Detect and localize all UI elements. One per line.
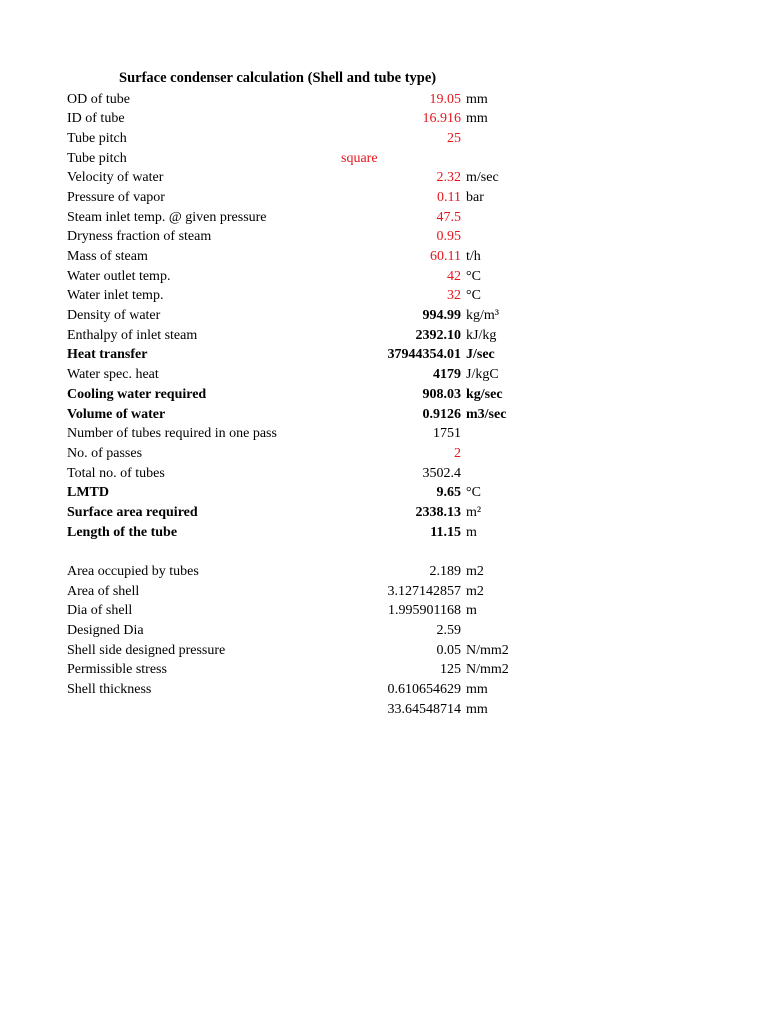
table-row [0, 365, 768, 385]
row-label: Number of tubes required in one pass [67, 426, 277, 442]
row-unit: m/sec [466, 170, 499, 186]
row-value: 2 [454, 445, 461, 461]
row-value: 908.03 [422, 386, 461, 402]
row-label: Total no. of tubes [67, 465, 165, 481]
row-label: LMTD [67, 485, 109, 501]
row-label: Tube pitch [67, 130, 127, 146]
table-row [0, 109, 768, 129]
table-row [0, 680, 768, 700]
row-unit: N/mm2 [466, 662, 509, 678]
table-row [0, 129, 768, 149]
row-label: Length of the tube [67, 524, 178, 540]
table-row [0, 208, 768, 228]
row-unit: °C [466, 288, 481, 304]
row-value: 994.99 [422, 308, 461, 324]
table-row [0, 149, 768, 169]
row-label: Steam inlet temp. @ given pressure [67, 209, 267, 225]
row-unit: m [466, 524, 477, 540]
row-value: 25 [447, 130, 461, 146]
row-value: 0.95 [436, 229, 461, 245]
table-row [0, 562, 768, 582]
row-value: 2338.13 [415, 504, 461, 520]
row-label: Cooling water required [67, 386, 207, 402]
row-value: 60.11 [430, 249, 461, 264]
table-row [0, 168, 768, 188]
table-row [0, 542, 768, 562]
row-value: 2.32 [436, 170, 461, 186]
table-row [0, 286, 768, 306]
row-label: Heat transfer [67, 347, 148, 363]
table-row [0, 247, 768, 267]
table-row [0, 483, 768, 503]
row-unit: N/mm2 [466, 642, 509, 658]
row-label: Shell thickness [67, 682, 152, 698]
table-row [0, 601, 768, 621]
row-unit: kJ/kg [466, 327, 497, 343]
table-row [0, 444, 768, 464]
row-unit: kg/sec [466, 386, 503, 402]
row-value: 9.65 [436, 485, 461, 501]
row-value: 3502.4 [422, 465, 461, 481]
row-label: No. of passes [67, 445, 143, 461]
row-value: 1751 [433, 426, 461, 442]
table-row [0, 660, 768, 680]
table-row [0, 385, 768, 405]
sheet-title: Surface condenser calculation (Shell and tube type) [119, 70, 437, 86]
table-row [0, 267, 768, 287]
row-unit: J/sec [466, 347, 495, 363]
row-label: Water spec. heat [67, 367, 159, 383]
row-label: Area occupied by tubes [67, 564, 199, 579]
table-row [0, 464, 768, 484]
row-label: OD of tube [67, 91, 130, 107]
row-value: 3.127142857 [387, 583, 461, 599]
row-label: Designed Dia [67, 623, 144, 639]
row-unit: m2 [466, 583, 484, 599]
row-label: Tube pitch [67, 150, 127, 166]
table-row [0, 306, 768, 326]
row-unit: mm [466, 682, 488, 698]
row-unit: J/kgC [466, 367, 499, 383]
row-value: 1.995901168 [388, 603, 461, 619]
row-label: Enthalpy of inlet steam [67, 327, 198, 343]
table-row [0, 188, 768, 208]
table-row [0, 523, 768, 543]
row-unit: mm [466, 91, 488, 107]
table-row [0, 227, 768, 247]
row-label: Shell side designed pressure [67, 642, 226, 658]
row-value: 2.189 [429, 564, 461, 579]
row-value: 32 [447, 288, 461, 304]
row-label: ID of tube [67, 111, 125, 127]
table-row [0, 345, 768, 365]
row-value: 4179 [433, 367, 461, 383]
row-value: 16.916 [422, 111, 461, 127]
row-value: 0.11 [437, 189, 461, 205]
row-label: Dryness fraction of steam [67, 229, 212, 245]
row-unit: mm [466, 111, 488, 127]
row-unit: m [466, 603, 477, 619]
row-unit: mm [466, 701, 488, 717]
row-unit: kg/m³ [466, 308, 499, 324]
row-value: 0.05 [436, 642, 461, 658]
row-label: Velocity of water [67, 170, 164, 186]
row-value: square [341, 150, 378, 166]
row-unit: m3/sec [466, 406, 507, 422]
row-unit: t/h [466, 249, 481, 264]
table-row [0, 641, 768, 661]
row-value: 33.64548714 [387, 701, 461, 717]
row-unit: m2 [466, 564, 484, 579]
row-unit: m² [466, 504, 482, 520]
row-value: 42 [447, 268, 461, 284]
row-unit: bar [466, 189, 484, 205]
row-label: Surface area required [67, 504, 198, 520]
table-row [0, 326, 768, 346]
table-row [0, 424, 768, 444]
row-label: Volume of water [67, 406, 166, 422]
row-label: Mass of steam [67, 249, 148, 264]
row-label: Dia of shell [67, 603, 133, 619]
table-row [0, 405, 768, 425]
row-unit: °C [466, 268, 481, 284]
row-value: 125 [440, 662, 461, 678]
row-value: 2392.10 [415, 327, 461, 343]
row-value: 37944354.01 [387, 347, 461, 363]
table-row [0, 90, 768, 110]
table-row [0, 621, 768, 641]
row-value: 2.59 [436, 623, 461, 639]
row-value: 19.05 [429, 91, 461, 107]
row-label: Permissible stress [67, 662, 167, 678]
row-value: 0.610654629 [387, 682, 461, 698]
row-label: Density of water [67, 308, 161, 324]
row-label: Water outlet temp. [67, 268, 171, 284]
row-label: Pressure of vapor [67, 189, 165, 205]
row-value: 0.9126 [422, 406, 461, 422]
table-row [0, 700, 768, 720]
table-row [0, 582, 768, 602]
table-row [0, 503, 768, 523]
row-unit: °C [466, 485, 481, 501]
row-label: Water inlet temp. [67, 288, 164, 304]
row-value: 47.5 [436, 209, 461, 225]
row-value: 11.15 [430, 524, 461, 540]
calculation-table [0, 90, 768, 720]
row-label: Area of shell [67, 583, 140, 599]
